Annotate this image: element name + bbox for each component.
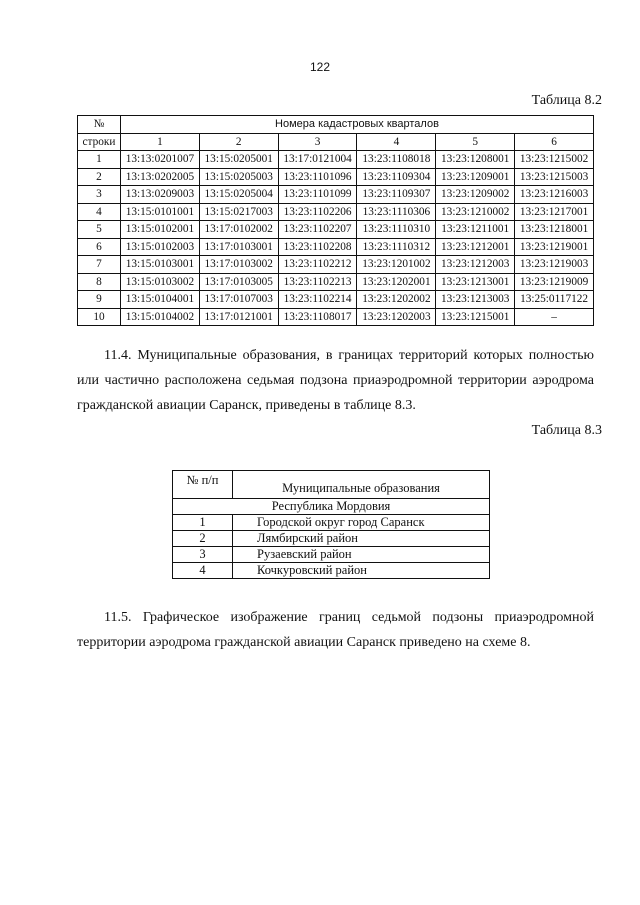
page-number: 122 <box>309 60 331 74</box>
paragraph-11-4-text: 11.4. Муниципальные образования, в границах территорий которых полностью или частично расположена седьмая подзона приаэродромной территории аэродрома гражданской авиации Саранск, приведены в таблице 8.3. <box>77 348 594 413</box>
cadastral-number-cell: 13:17:0102002 <box>199 221 278 239</box>
row-number: 2 <box>78 168 121 186</box>
row-number: 9 <box>78 291 121 309</box>
table-row <box>173 547 490 563</box>
cadastral-number-cell: 13:17:0103002 <box>199 256 278 274</box>
cadastral-number-cell: 13:17:0121001 <box>199 308 278 326</box>
cadastral-number-cell: 13:23:1219009 <box>515 273 594 291</box>
cadastral-number-cell: 13:23:1218001 <box>515 221 594 239</box>
column-header: 1 <box>121 133 200 151</box>
column-header: 3 <box>278 133 357 151</box>
cadastral-number-cell: 13:23:1212001 <box>436 238 515 256</box>
municipalities-table <box>172 470 490 579</box>
row-number: 1 <box>173 515 233 531</box>
cadastral-number-cell: 13:13:0202005 <box>121 168 200 186</box>
cadastral-number-cell: 13:17:0121004 <box>278 151 357 169</box>
cadastral-quarters-table <box>77 115 594 326</box>
cadastral-number-cell: 13:23:1213003 <box>436 291 515 309</box>
cadastral-number-cell: 13:23:1209001 <box>436 168 515 186</box>
cadastral-number-cell: 13:13:0201007 <box>121 151 200 169</box>
row-number: 7 <box>78 256 121 274</box>
cadastral-number-cell: 13:23:1102212 <box>278 256 357 274</box>
cadastral-group-header: Номера кадастровых кварталов <box>121 116 594 134</box>
table-row <box>78 238 594 256</box>
cadastral-number-cell: 13:23:1110310 <box>357 221 436 239</box>
cadastral-number-cell: 13:15:0217003 <box>199 203 278 221</box>
municipality-name: Кочкуровский район <box>233 563 490 579</box>
column-header: 2 <box>199 133 278 151</box>
cadastral-number-cell: 13:23:1108018 <box>357 151 436 169</box>
cadastral-number-cell: 13:23:1109304 <box>357 168 436 186</box>
municipality-name: Лямбирский район <box>233 531 490 547</box>
paragraph-11-5-text: 11.5. Графическое изображение границ седьмой подзоны приаэродромной территории аэродрома гражданской авиации Саранск приведено на схеме 8. <box>77 610 594 650</box>
cadastral-number-cell: 13:23:1219003 <box>515 256 594 274</box>
column-header: 5 <box>436 133 515 151</box>
cadastral-number-cell: 13:15:0101001 <box>121 203 200 221</box>
table-row <box>173 531 490 547</box>
cadastral-number-cell: 13:25:0117122 <box>515 291 594 309</box>
table-row <box>78 273 594 291</box>
column-header: 6 <box>515 133 594 151</box>
row-number: 8 <box>78 273 121 291</box>
cadastral-number-cell: – <box>515 308 594 326</box>
cadastral-number-cell: 13:23:1215002 <box>515 151 594 169</box>
cadastral-number-cell: 13:23:1215003 <box>515 168 594 186</box>
municipality-name: Городской округ город Саранск <box>233 515 490 531</box>
row-number: 4 <box>78 203 121 221</box>
table-row <box>78 151 594 169</box>
table-row <box>78 221 594 239</box>
cadastral-number-cell: 13:15:0205001 <box>199 151 278 169</box>
cadastral-number-cell: 13:23:1208001 <box>436 151 515 169</box>
cadastral-number-cell: 13:23:1102208 <box>278 238 357 256</box>
cadastral-number-cell: 13:15:0205003 <box>199 168 278 186</box>
cadastral-number-cell: 13:23:1110306 <box>357 203 436 221</box>
cadastral-number-cell: 13:17:0103005 <box>199 273 278 291</box>
table-row <box>78 203 594 221</box>
cadastral-number-cell: 13:23:1202002 <box>357 291 436 309</box>
cadastral-number-cell: 13:23:1101099 <box>278 186 357 204</box>
table-row <box>173 563 490 579</box>
row-number: 4 <box>173 563 233 579</box>
table-row <box>78 291 594 309</box>
cadastral-number-cell: 13:15:0103001 <box>121 256 200 274</box>
cadastral-number-cell: 13:15:0205004 <box>199 186 278 204</box>
cadastral-number-cell: 13:23:1202001 <box>357 273 436 291</box>
cadastral-number-cell: 13:23:1108017 <box>278 308 357 326</box>
row-number-header-top: № <box>78 116 121 134</box>
cadastral-number-cell: 13:15:0104001 <box>121 291 200 309</box>
cadastral-number-cell: 13:23:1219001 <box>515 238 594 256</box>
cadastral-number-cell: 13:15:0104002 <box>121 308 200 326</box>
cadastral-number-cell: 13:23:1102206 <box>278 203 357 221</box>
cadastral-number-cell: 13:23:1102214 <box>278 291 357 309</box>
table-row <box>173 515 490 531</box>
paragraph-11-5 <box>77 605 594 655</box>
column-header: 4 <box>357 133 436 151</box>
cadastral-number-cell: 13:23:1217001 <box>515 203 594 221</box>
cadastral-number-cell: 13:23:1211001 <box>436 221 515 239</box>
cadastral-number-cell: 13:15:0102001 <box>121 221 200 239</box>
cadastral-number-cell: 13:23:1201002 <box>357 256 436 274</box>
table-row <box>78 168 594 186</box>
cadastral-number-cell: 13:23:1102213 <box>278 273 357 291</box>
cadastral-number-cell: 13:17:0107003 <box>199 291 278 309</box>
row-number: 6 <box>78 238 121 256</box>
cadastral-number-cell: 13:23:1101096 <box>278 168 357 186</box>
row-number-header-bottom: строки <box>78 133 121 151</box>
cadastral-number-cell: 13:23:1202003 <box>357 308 436 326</box>
cadastral-number-cell: 13:23:1102207 <box>278 221 357 239</box>
cadastral-number-cell: 13:13:0209003 <box>121 186 200 204</box>
table-row <box>78 308 594 326</box>
row-number: 3 <box>78 186 121 204</box>
table-row <box>78 256 594 274</box>
table-8-2-caption: Таблица 8.2 <box>531 93 602 108</box>
cadastral-number-cell: 13:15:0102003 <box>121 238 200 256</box>
cadastral-number-cell: 13:23:1109307 <box>357 186 436 204</box>
cadastral-number-cell: 13:15:0103002 <box>121 273 200 291</box>
cadastral-number-cell: 13:23:1210002 <box>436 203 515 221</box>
row-number: 3 <box>173 547 233 563</box>
cadastral-number-cell: 13:23:1209002 <box>436 186 515 204</box>
municipality-header: Муниципальные образования <box>233 471 490 499</box>
row-number: 2 <box>173 531 233 547</box>
table-row <box>78 186 594 204</box>
region-group-row: Республика Мордовия <box>173 499 490 515</box>
row-number: 10 <box>78 308 121 326</box>
row-number: 1 <box>78 151 121 169</box>
row-number: 5 <box>78 221 121 239</box>
num-header: № п/п <box>173 471 233 499</box>
cadastral-number-cell: 13:23:1216003 <box>515 186 594 204</box>
municipality-name: Рузаевский район <box>233 547 490 563</box>
cadastral-number-cell: 13:17:0103001 <box>199 238 278 256</box>
cadastral-number-cell: 13:23:1212003 <box>436 256 515 274</box>
table-8-3-caption: Таблица 8.3 <box>531 423 602 438</box>
paragraph-11-4 <box>77 343 594 418</box>
cadastral-number-cell: 13:23:1213001 <box>436 273 515 291</box>
cadastral-number-cell: 13:23:1110312 <box>357 238 436 256</box>
cadastral-number-cell: 13:23:1215001 <box>436 308 515 326</box>
